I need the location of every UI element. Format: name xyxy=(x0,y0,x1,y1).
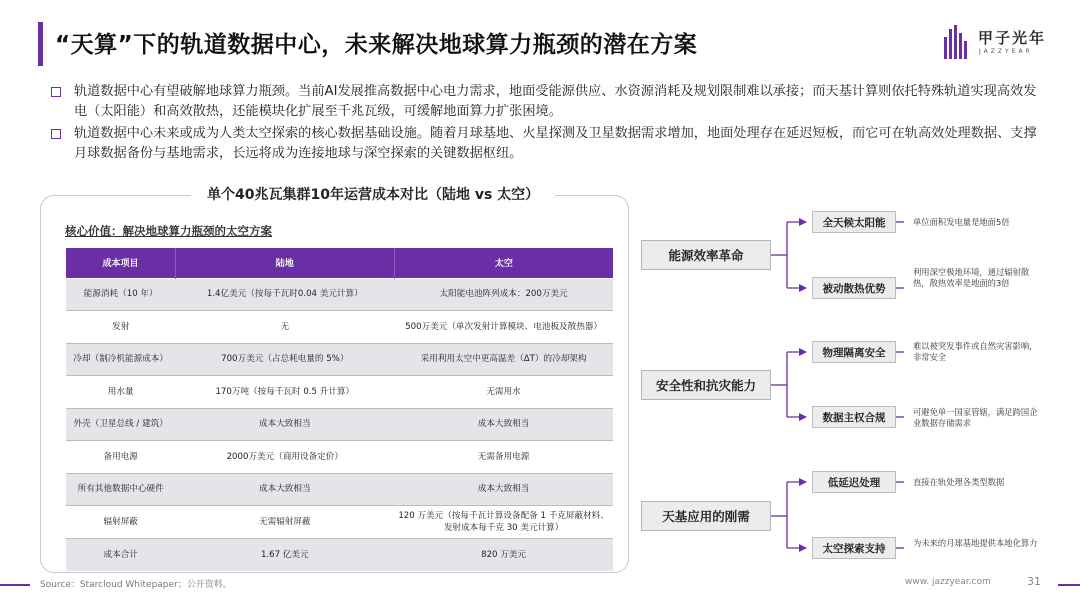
table-cell: 170万吨（按每千瓦时 0.5 升计算） xyxy=(175,376,394,409)
table-cell: 无需用水 xyxy=(394,376,613,409)
table-cell: 120 万美元（按每千瓦计算设备配备 1 千克屏蔽材料、发射成本每千克 30 美元计算） xyxy=(394,506,613,539)
table-row xyxy=(66,408,613,441)
table-cell: 1.67 亿美元 xyxy=(175,538,394,571)
footer-accent-left xyxy=(0,584,30,586)
table-header-row xyxy=(66,248,613,278)
table-row xyxy=(66,376,613,409)
table-row xyxy=(66,538,613,571)
table-row xyxy=(66,441,613,474)
table-cell: 能源消耗（10 年） xyxy=(66,278,175,311)
table-cell: 用水量 xyxy=(66,376,175,409)
cost-comparison-card xyxy=(40,187,629,573)
table-cell: 冷却（制冷机能源成本） xyxy=(66,343,175,376)
table-cell: 无需备用电源 xyxy=(394,441,613,474)
brand-logo xyxy=(944,23,1054,65)
bullet-item xyxy=(48,124,1038,164)
square-bullet-icon xyxy=(51,87,61,97)
table-cell: 备用电源 xyxy=(66,441,175,474)
table-row xyxy=(66,343,613,376)
table-cell: 成本合计 xyxy=(66,538,175,571)
table-cell: 成本大致相当 xyxy=(394,408,613,441)
logo-subtext: JAZZYEAR xyxy=(979,48,1033,55)
bullet-item xyxy=(48,82,1038,122)
table-cell: 无需辐射屏蔽 xyxy=(175,506,394,539)
table-cell: 700万美元（占总耗电量的 5%） xyxy=(175,343,394,376)
column-header: 太空 xyxy=(394,248,613,278)
table-row xyxy=(66,278,613,311)
table-cell: 500万美元（单次发射计算模块、电池板及散热器） xyxy=(394,311,613,344)
leaf-note: 为未来的月球基地提供本地化算力 xyxy=(913,538,1038,548)
logo-bars-icon xyxy=(944,25,970,59)
leaf-physical-isolation: 物理隔离安全 xyxy=(812,341,896,363)
title-accent-bar xyxy=(38,22,43,66)
logo-text: 甲子光年 xyxy=(978,29,1047,47)
category-energy-efficiency: 能源效率革命 xyxy=(641,240,771,270)
table-cell: 采用利用太空中更高温差（ΔT）的冷却架构 xyxy=(394,343,613,376)
table-row xyxy=(66,311,613,344)
table-cell: 外壳（卫星总线 / 建筑） xyxy=(66,408,175,441)
table-cell: 所有其他数据中心硬件 xyxy=(66,473,175,506)
leaf-passive-cooling: 被动散热优势 xyxy=(812,277,896,299)
core-value-label: 核心价值：解决地球算力瓶颈的太空方案 xyxy=(65,224,272,238)
cost-table xyxy=(66,248,613,571)
category-space-application: 天基应用的刚需 xyxy=(641,501,771,531)
table-cell: 无 xyxy=(175,311,394,344)
page-number: 31 xyxy=(1027,575,1041,588)
table-cell: 820 万美元 xyxy=(394,538,613,571)
leaf-note: 难以被突发事件或自然灾害影响，非常安全 xyxy=(913,341,1038,362)
site-url: www. jazzyear.com xyxy=(905,577,991,587)
leaf-data-sovereignty: 数据主权合规 xyxy=(812,406,896,428)
page-title: “天算”下的轨道数据中心，未来解决地球算力瓶颈的潜在方案 xyxy=(55,32,698,58)
bullet-list xyxy=(48,82,1038,166)
table-cell: 2000万美元（商用设备定价） xyxy=(175,441,394,474)
bullet-text: 轨道数据中心未来或成为人类太空探索的核心数据基础设施。随着月球基地、火星探测及卫星数据需求增加，地面处理存在延迟短板，而它可在轨高效处理数据、支撑月球数据备份与基地需求，长远将成为连接地球与深空探索的关键数据枢纽。 xyxy=(74,126,1037,161)
leaf-note: 单位面积发电量是地面5倍 xyxy=(913,217,1010,227)
table-cell: 成本大致相当 xyxy=(175,473,394,506)
leaf-note: 利用深空极地环境，通过辐射散热，散热效率是地面的3倍 xyxy=(913,267,1030,288)
table-cell: 成本大致相当 xyxy=(394,473,613,506)
leaf-all-weather-solar: 全天候太阳能 xyxy=(812,211,896,233)
table-cell: 1.4亿美元（按每千瓦时0.04 美元计算） xyxy=(175,278,394,311)
leaf-note: 直接在轨处理各类型数据 xyxy=(913,477,1005,487)
leaf-space-exploration: 太空探索支持 xyxy=(812,537,896,559)
leaf-low-latency: 低延迟处理 xyxy=(812,471,896,493)
table-cell: 辐射屏蔽 xyxy=(66,506,175,539)
category-security-resilience: 安全性和抗灾能力 xyxy=(641,370,771,400)
column-header: 成本项目 xyxy=(66,248,175,278)
table-cell: 成本大致相当 xyxy=(175,408,394,441)
square-bullet-icon xyxy=(51,129,61,139)
table-cell: 太阳能电池阵列成本：200万美元 xyxy=(394,278,613,311)
bullet-text: 轨道数据中心有望破解地球算力瓶颈。当前AI发展推高数据中心电力需求，地面受能源供应、水资源消耗及规划限制难以承接；而天基计算则依托特殊轨道实现高效发电（太阳能）和高效散热，还能模块化扩展至千兆瓦级，可缓解地面算力扩张困境。 xyxy=(74,84,1037,119)
table-cell: 发射 xyxy=(66,311,175,344)
column-header: 陆地 xyxy=(175,248,394,278)
leaf-note: 可避免单一国家管辖，满足跨国企业数据存储需求 xyxy=(913,407,1038,428)
source-note: Source：Starcloud Whitepaper；公开资料。 xyxy=(40,580,232,590)
card-title: 单个40兆瓦集群10年运营成本对比（陆地 vs 太空） xyxy=(191,184,555,204)
table-row xyxy=(66,473,613,506)
table-row xyxy=(66,506,613,539)
footer-accent-right xyxy=(1058,584,1080,586)
